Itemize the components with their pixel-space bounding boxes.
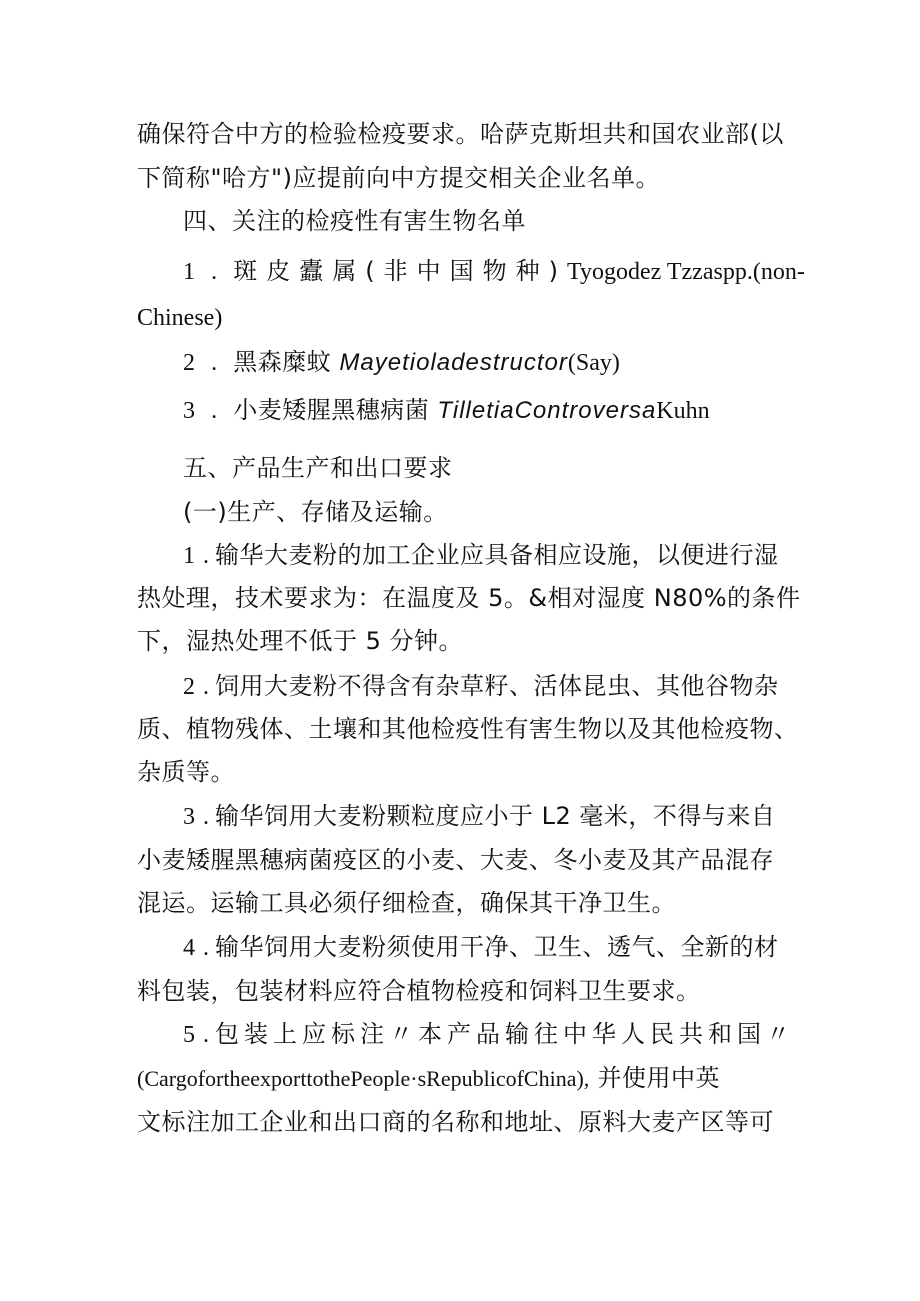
pest-item-3	[183, 394, 710, 427]
item-3-number: 3	[183, 804, 195, 830]
pest-3-author: Kuhn	[656, 398, 710, 424]
item-3-line-2: 小麦矮腥黑穗病菌疫区的小麦、大麦、冬小麦及其产品混存	[137, 846, 774, 874]
item-4-dot: .	[203, 935, 209, 961]
pest-3-separator: .	[211, 398, 218, 424]
item-5-number: 5	[183, 1022, 195, 1048]
item-5-line-2	[137, 1062, 720, 1095]
item-4-line-2: 料包装，包装材料应符合植物检疫和饲料卫生要求。	[137, 977, 701, 1005]
item-4-line-1	[183, 931, 779, 964]
item-3-dot: .	[203, 804, 209, 830]
pest-2-separator: .	[211, 350, 218, 376]
item-4-text-1: 输华饲用大麦粉须使用干净、卫生、透气、全新的材	[215, 933, 779, 961]
item-5-text-1: 包装上应标注〃本产品输往中华人民共和国〃	[215, 1020, 795, 1048]
intro-line-1: 确保符合中方的检验检疫要求。哈萨克斯坦共和国农业部(以	[137, 120, 784, 148]
item-1-text-1: 输华大麦粉的加工企业应具备相应设施，以便进行湿	[215, 541, 779, 569]
item-1-dot: .	[203, 543, 209, 569]
item-1-line-2: 热处理，技术要求为：在温度及 5。&相对湿度 N80%的条件	[137, 584, 801, 612]
item-1-number: 1	[183, 543, 195, 569]
pest-3-number: 3	[183, 398, 195, 424]
item-2-dot: .	[203, 674, 209, 700]
section-5-heading: 五、产品生产和出口要求	[183, 454, 453, 482]
item-5-english-phrase: (CargofortheexporttothePeople·sRepublicofChina),	[137, 1066, 590, 1091]
item-2-line-1	[183, 670, 779, 703]
pest-item-2	[183, 346, 620, 379]
item-2-line-3: 杂质等。	[137, 758, 235, 786]
item-5-line-1	[183, 1018, 795, 1051]
item-3-line-1	[183, 800, 775, 833]
item-2-number: 2	[183, 674, 195, 700]
section-4-heading: 四、关注的检疫性有害生物名单	[183, 207, 526, 235]
pest-2-chinese-name: 黑森糜蚊	[233, 348, 332, 376]
pest-2-latin-name: Mayetioladestructor	[339, 349, 568, 376]
pest-1-latin-name: Tyogodez Tzzaspp.(non-	[567, 259, 805, 285]
item-2-text-1: 饲用大麦粉不得含有杂草籽、活体昆虫、其他谷物杂	[215, 672, 779, 700]
item-5-dot: .	[203, 1022, 209, 1048]
pest-1-separator: .	[211, 259, 218, 285]
pest-1-latin-continued: Chinese)	[137, 305, 223, 331]
item-3-text-1: 输华饲用大麦粉颗粒度应小于 L2 毫米，不得与来自	[215, 802, 776, 830]
item-5-text-2: 并使用中英	[597, 1064, 720, 1092]
item-5-line-3: 文标注加工企业和出口商的名称和地址、原料大麦产区等可	[137, 1108, 774, 1136]
subsection-1-heading: (一)生产、存储及运输。	[183, 498, 448, 526]
item-1-line-1	[183, 539, 779, 572]
item-2-line-2: 质、植物残体、土壤和其他检疫性有害生物以及其他检疫物、	[137, 715, 799, 743]
pest-2-author: (Say)	[567, 350, 620, 376]
pest-3-chinese-name: 小麦矮腥黑穗病菌	[233, 396, 430, 424]
pest-1-chinese-name: 斑皮蠹属(非中国物种)	[233, 257, 568, 285]
item-3-line-3: 混运。运输工具必须仔细检查，确保其干净卫生。	[137, 889, 676, 917]
pest-2-number: 2	[183, 350, 195, 376]
item-4-number: 4	[183, 935, 195, 961]
pest-3-latin-name: TilletiaControversa	[437, 397, 657, 424]
pest-1-number: 1	[183, 259, 195, 285]
intro-line-2: 下简称"哈方")应提前向中方提交相关企业名单。	[137, 164, 660, 192]
pest-item-1	[183, 255, 805, 288]
item-1-line-3: 下，湿热处理不低于 5 分钟。	[137, 627, 464, 655]
